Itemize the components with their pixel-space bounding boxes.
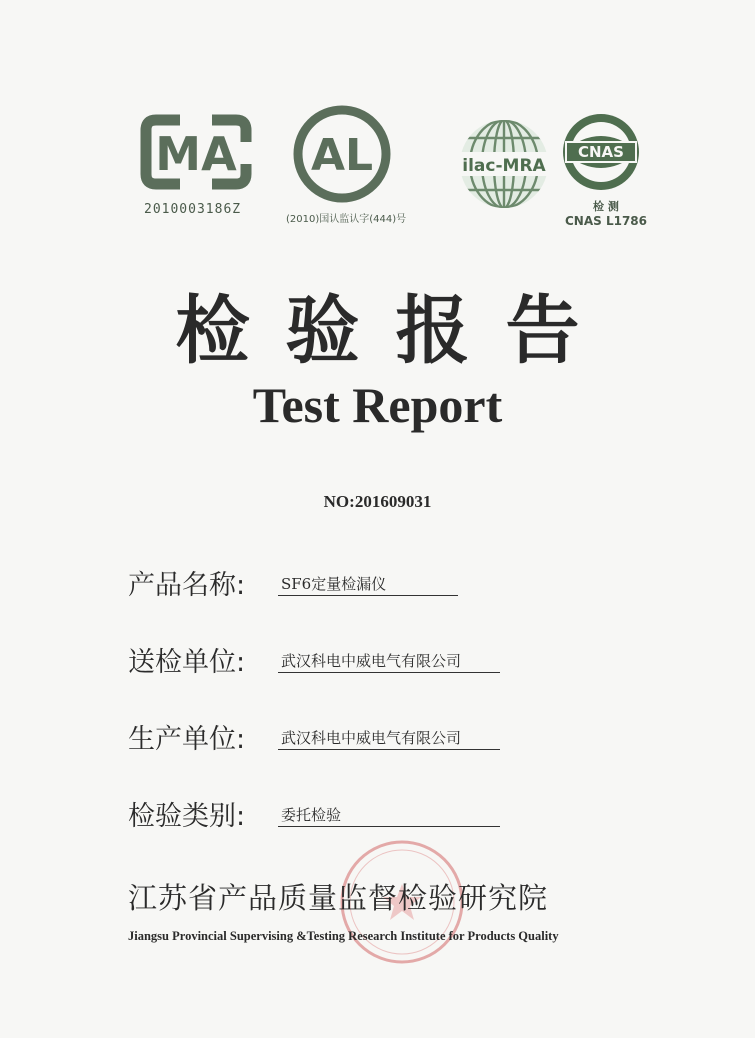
cma-mark-icon: [140, 112, 252, 198]
cnas-mark-icon: [553, 110, 649, 200]
institution-name-chinese: 江苏省产品质量监督检验研究院: [128, 881, 549, 915]
institution-name-english: Jiangsu Provincial Supervising &Testing Research Institute for Products Quality: [128, 929, 559, 943]
cnas-code: CNAS L1786: [565, 214, 648, 228]
field-label: 检验类别:: [128, 801, 246, 832]
cma-logo: [140, 112, 252, 217]
field-underline: [278, 672, 500, 673]
cal-mark-icon: [292, 102, 392, 206]
cma-code: 2010003186Z: [144, 202, 242, 217]
title-chinese: 检验报告: [175, 288, 616, 374]
field-underline: [278, 595, 458, 596]
field-label: 产品名称:: [128, 570, 246, 601]
field-value: SF6定量检漏仪: [281, 575, 387, 593]
field-label: 生产单位:: [128, 724, 246, 755]
cnas-caption: 检 测: [593, 200, 619, 213]
field-label: 送检单位:: [128, 647, 246, 678]
svg-text:CNAS: CNAS: [578, 143, 624, 161]
field-value: 委托检验: [281, 806, 342, 824]
svg-text:AL: AL: [310, 130, 374, 181]
field-value: 武汉科电中威电气有限公司: [281, 652, 462, 670]
field-value: 武汉科电中威电气有限公司: [281, 729, 462, 747]
ilac-mra-logo: [456, 108, 552, 232]
field-underline: [278, 826, 500, 827]
field-underline: [278, 749, 500, 750]
ilac-globe-icon: [456, 108, 552, 232]
cal-code: (2010)国认监认字(444)号: [286, 214, 407, 225]
svg-text:ilac-MRA: ilac-MRA: [462, 156, 546, 176]
cal-logo: [286, 102, 407, 225]
cnas-logo: [553, 110, 649, 228]
title-english: Test Report: [252, 377, 503, 433]
report-number: NO:201609031: [323, 492, 432, 511]
svg-text:MA: MA: [155, 127, 237, 181]
